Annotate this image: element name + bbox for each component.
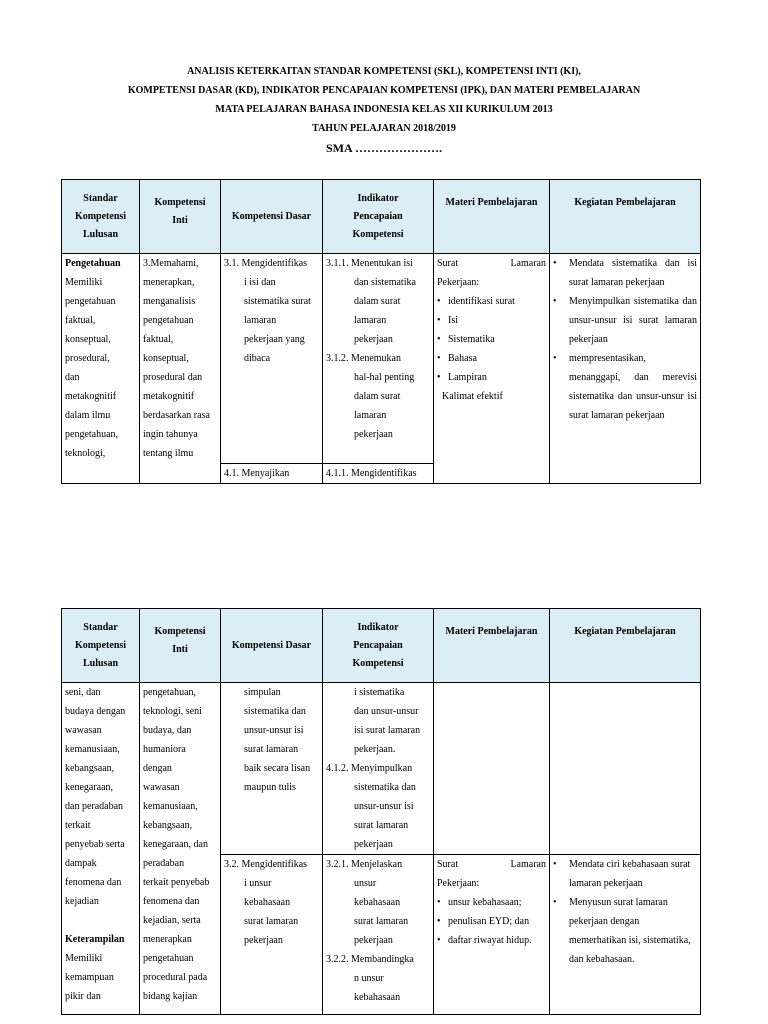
doc-title-line-2: KOMPETENSI DASAR (KD), INDIKATOR PENCAPAIAN KOMPETENSI (IPK), DAN MATERI PEMBELAJARAN	[127, 85, 641, 96]
cell-materi	[434, 683, 550, 855]
header-skl: Standar Kompetensi Lulusan	[62, 180, 140, 254]
header-materi: Materi Pembelajaran	[434, 609, 550, 683]
cell-skl: seni, dan budaya dengan wawasan kemanusiaan, kebangsaan, kenegaraan, dan peradaban terkait penyebab serta dampak fenomena dan kejadian Keterampilan Memiliki kemampuan pikir dan	[62, 683, 140, 1015]
doc-title-line-1: ANALISIS KETERKAITAN STANDAR KOMPETENSI (SKL), KOMPETENSI INTI (KI),	[187, 66, 581, 77]
cell-kegiatan: • Mendata ciri kebahasaan surat lamaran pekerjaan • Menyusun surat lamaran pekerjaan dengan memerhatikan isi, sistematika, dan kebahasaan.	[550, 855, 701, 1015]
cell-ki: pengetahuan, teknologi, seni budaya, dan humaniora dengan wawasan kemanusiaan, kebangsaan, kenegaraan, dan peradaban terkait penyebab fenomena dan kejadian, serta menerapkan pengetahuan procedural pada bidang kajian	[140, 683, 221, 1015]
cell-materi: Surat Lamaran Pekerjaan: • unsur kebahasaan; • penulisan EYD; dan • daftar riwayat hidup.	[434, 855, 550, 1015]
cell-skl: Pengetahuan Memiliki pengetahuan faktual, konseptual, prosedural, dan metakognitif dalam ilmu pengetahuan, teknologi,	[62, 254, 140, 484]
cell-ipk: 4.1.1. Mengidentifikas	[323, 464, 434, 484]
header-ki: Kompetensi Inti	[140, 180, 221, 254]
analysis-table-2	[61, 608, 701, 1015]
header-materi: Materi Pembelajaran	[434, 180, 550, 254]
table-header-row	[62, 609, 701, 683]
cell-kegiatan	[550, 683, 701, 855]
cell-kd: simpulan sistematika dan unsur-unsur isi surat lamaran baik secara lisan maupun tulis	[221, 683, 323, 855]
cell-ipk: 3.2.1. Menjelaskan unsur kebahasaan surat lamaran pekerjaan 3.2.2. Membandingka n unsur kebahasaan	[323, 855, 434, 1015]
cell-kegiatan: • Mendata sistematika dan isi surat lamaran pekerjaan • Menyimpulkan sistematika dan unsur-unsur isi surat lamaran pekerjaan • mempresentasikan, menanggapi, dan merevisi sistematika dan unsur-unsur isi surat lamaran pekerjaan	[550, 254, 701, 484]
header-kegiatan: Kegiatan Pembelajaran	[550, 180, 701, 254]
doc-title-line-3: MATA PELAJARAN BAHASA INDONESIA KELAS XII KURIKULUM 2013	[215, 104, 553, 115]
header-ipk: Indikator Pencapaian Kompetensi	[323, 609, 434, 683]
cell-ipk: i sistematika dan unsur-unsur isi surat lamaran pekerjaan. 4.1.2. Menyimpulkan sistematika dan unsur-unsur isi surat lamaran pekerjaan	[323, 683, 434, 855]
header-kegiatan: Kegiatan Pembelajaran	[550, 609, 701, 683]
cell-kd: 3.2. Mengidentifikas i unsur kebahasaan surat lamaran pekerjaan	[221, 855, 323, 1015]
cell-ki: 3.Memahami, menerapkan, menganalisis pengetahuan faktual, konseptual, prosedural dan metakognitif berdasarkan rasa ingin tahunya tentang ilmu	[140, 254, 221, 484]
header-skl: Standar Kompetensi Lulusan	[62, 609, 140, 683]
doc-title-line-4: TAHUN PELAJARAN 2018/2019	[312, 123, 456, 134]
table-row	[62, 254, 701, 464]
table-header-row	[62, 180, 701, 254]
analysis-table-1	[61, 179, 701, 484]
table-row	[62, 683, 701, 855]
header-kd: Kompetensi Dasar	[221, 180, 323, 254]
header-ipk: Indikator Pencapaian Kompetensi	[323, 180, 434, 254]
cell-kd: 3.1. Mengidentifikas i isi dan sistematika surat lamaran pekerjaan yang dibaca	[221, 254, 323, 464]
header-kd: Kompetensi Dasar	[221, 609, 323, 683]
cell-kd: 4.1. Menyajikan	[221, 464, 323, 484]
school-name: SMA ………………….	[325, 141, 442, 155]
cell-materi: Surat Lamaran Pekerjaan: • identifikasi surat • Isi • Sistematika • Bahasa • Lampiran Kalimat efektif	[434, 254, 550, 484]
cell-ipk: 3.1.1. Menentukan isi dan sistematika dalam surat lamaran pekerjaan 3.1.2. Menemukan hal-hal penting dalam surat lamaran pekerjaan	[323, 254, 434, 464]
header-ki: Kompetensi Inti	[140, 609, 221, 683]
